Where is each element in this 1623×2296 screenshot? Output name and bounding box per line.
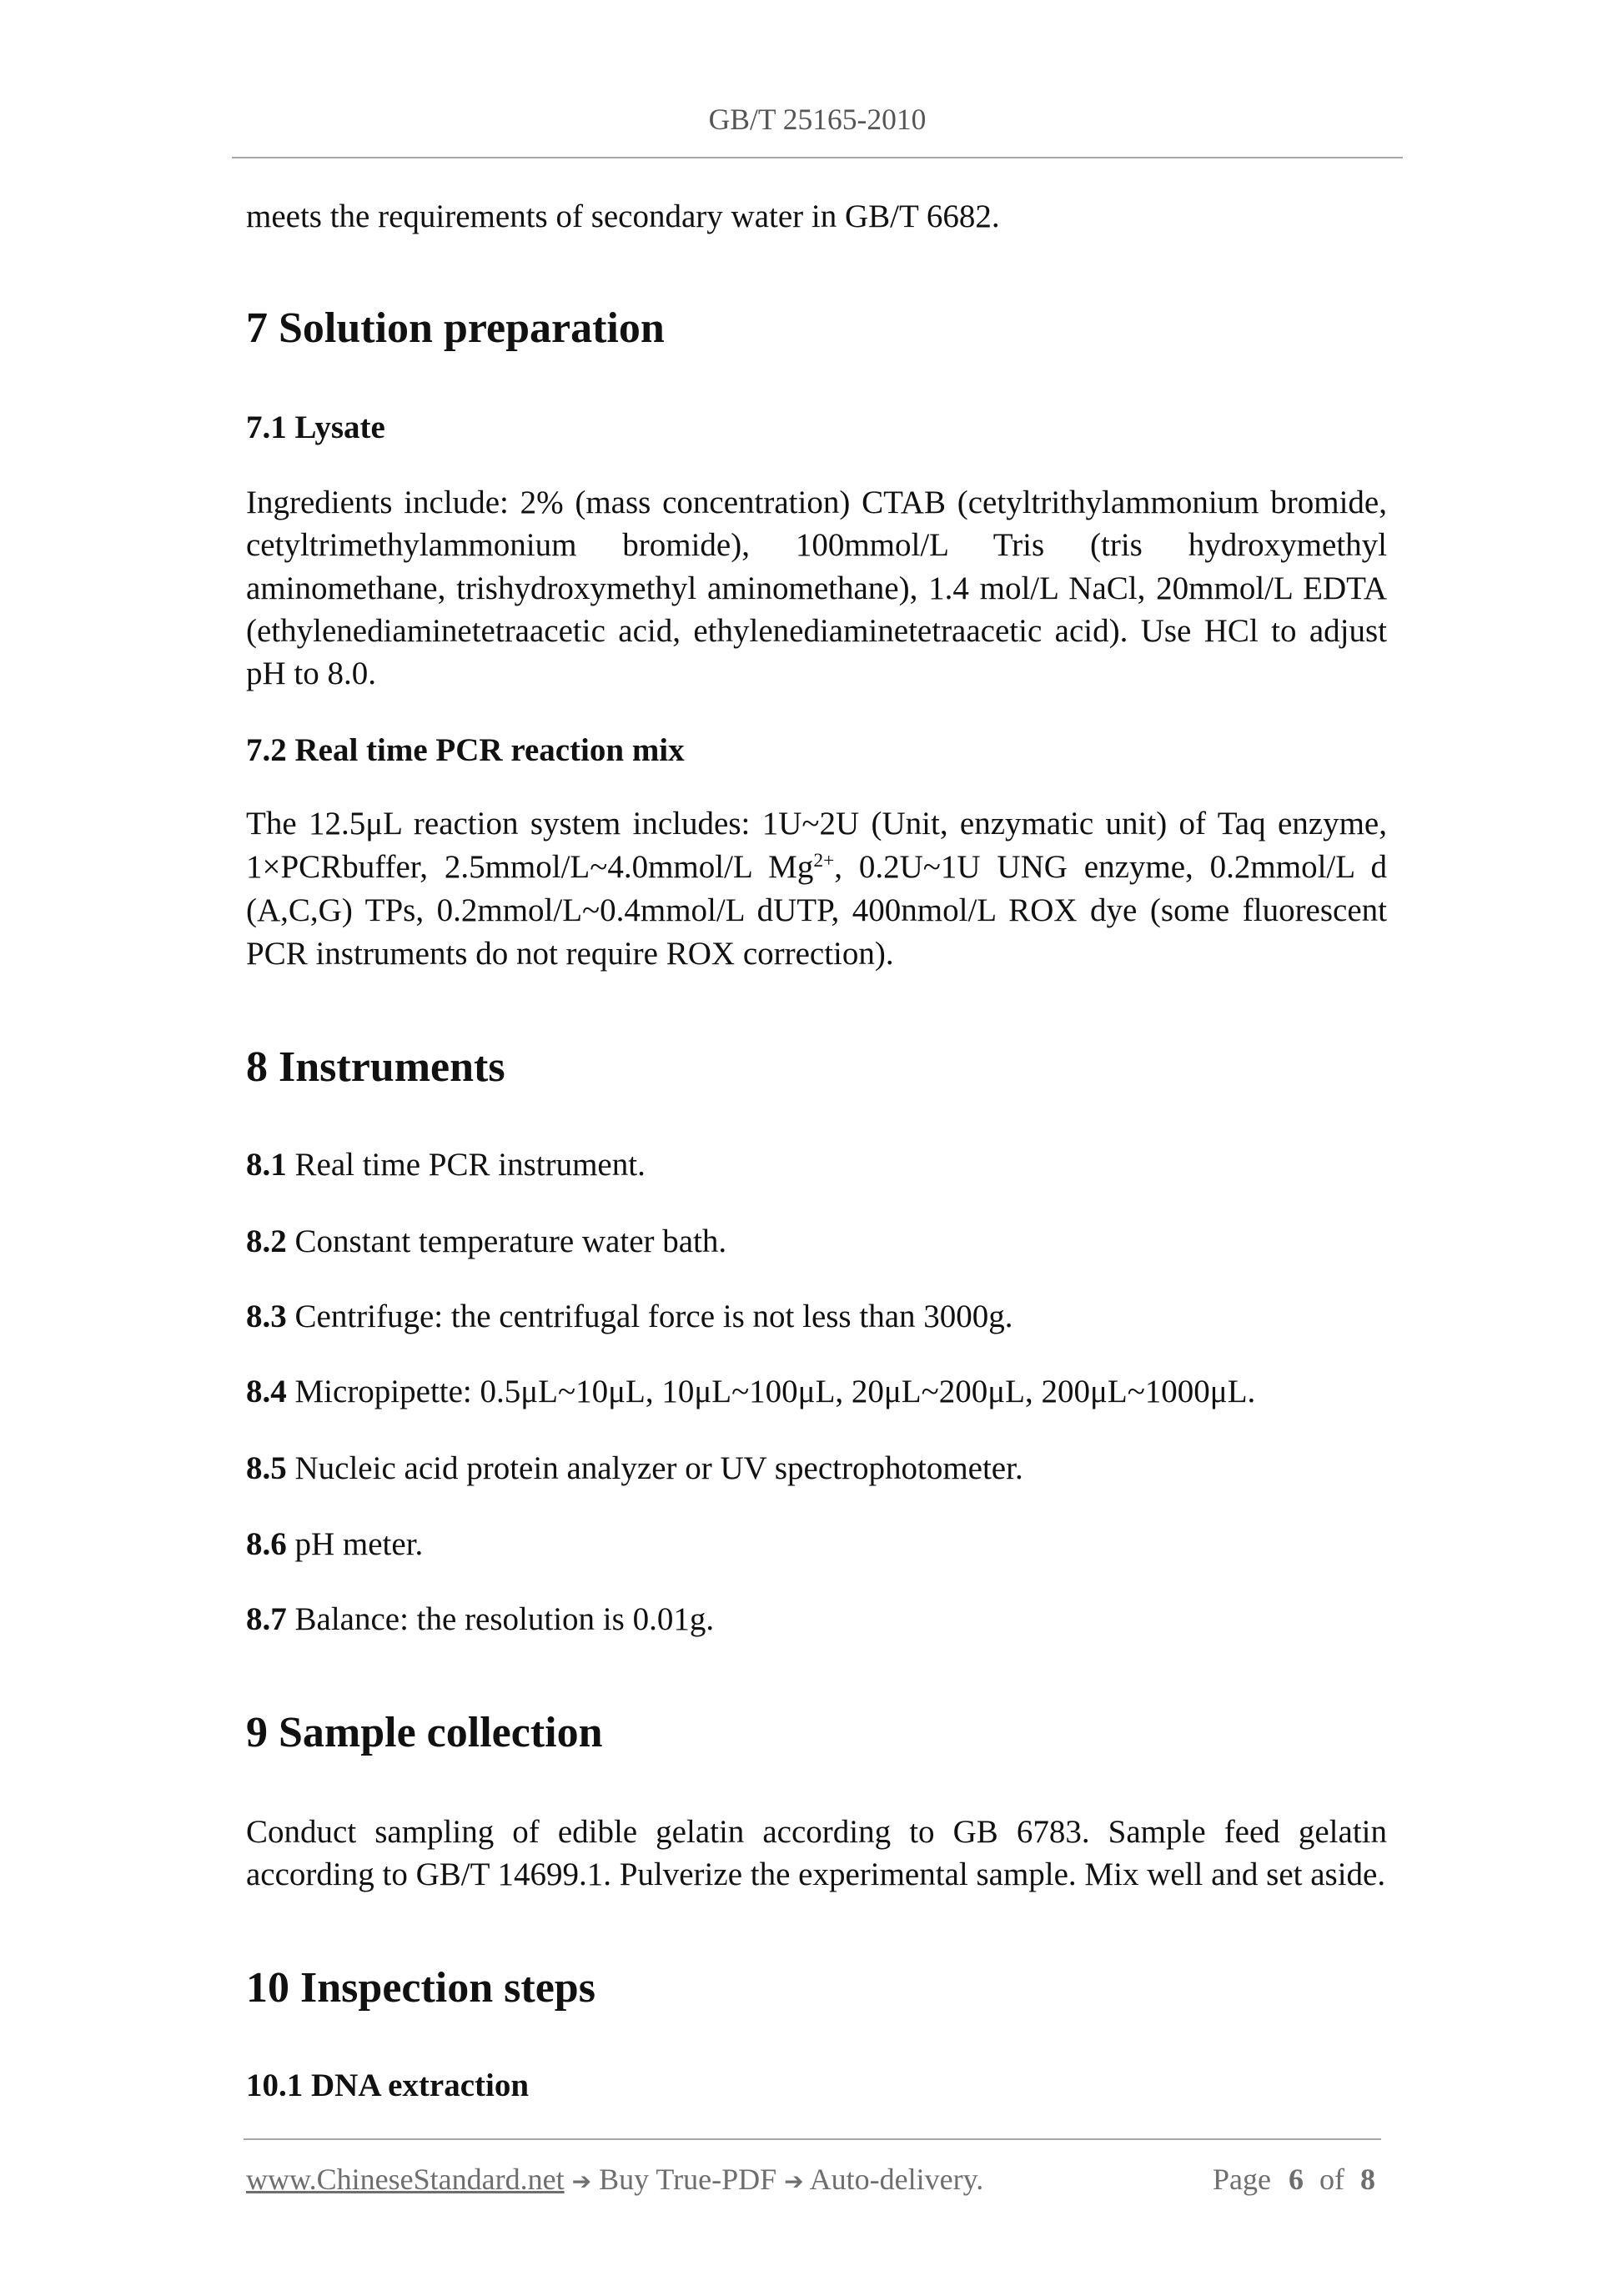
item-number: 8.5 (246, 1450, 287, 1486)
item-number: 8.2 (246, 1223, 287, 1259)
paragraph-line (246, 846, 1387, 889)
instrument-item (246, 1143, 1387, 1186)
item-number: 8.1 (246, 1147, 287, 1183)
paragraph-line: aminomethane, trishydroxymethyl aminomethane), 1.4 mol/L NaCl, 20mmol/L EDTA (246, 570, 1387, 606)
item-text: Real time PCR instrument. (294, 1147, 646, 1183)
paragraph-line: PCR instruments do not require ROX correction). (246, 935, 894, 972)
lysate-paragraph (246, 481, 1387, 695)
instrument-item (246, 1220, 1387, 1263)
line-text: , 0.2U~1U UNG enzyme, 0.2mmol/L d (834, 848, 1388, 885)
item-text: Constant temperature water bath. (294, 1223, 727, 1259)
item-text: Balance: the resolution is 0.01g. (294, 1601, 715, 1637)
subsection-heading-7-2: 7.2 Real time PCR reaction mix (246, 732, 685, 768)
site-link[interactable]: www.ChineseStandard.net (246, 2163, 565, 2196)
item-number: 8.6 (246, 1526, 287, 1562)
delivery-text: Auto-delivery. (809, 2163, 984, 2196)
line-text: 1×PCRbuffer, 2.5mmol/L~4.0mmol/L Mg (246, 848, 814, 885)
page-current: 6 (1289, 2163, 1304, 2196)
page-label: Page (1213, 2163, 1271, 2196)
section-heading-10: 10 Inspection steps (246, 1964, 595, 2012)
item-number: 8.7 (246, 1601, 287, 1637)
paragraph-line: Conduct sampling of edible gelatin according to GB 6783. Sample feed gelatin (246, 1814, 1387, 1850)
subsection-heading-10-1: 10.1 DNA extraction (246, 2067, 530, 2103)
instrument-item (246, 1598, 1387, 1640)
buy-text: Buy True-PDF (599, 2163, 777, 2196)
paragraph-line: cetyltrimethylammonium bromide), 100mmol/L Tris (tris hydroxymethyl (246, 527, 1387, 564)
footer-rule (244, 2138, 1381, 2140)
page-total: 8 (1360, 2163, 1375, 2196)
paragraph-line: (ethylenediaminetetraacetic acid, ethylenediaminetetraacetic acid). Use HCl to adjust (246, 612, 1387, 649)
instrument-item (246, 1370, 1387, 1413)
right-arrow-icon: ➔ (571, 2168, 592, 2195)
item-text: Micropipette: 0.5μL~10μL, 10μL~100μL, 20μL~200μL, 200μL~1000μL. (294, 1374, 1256, 1409)
paragraph-line: pH to 8.0. (246, 656, 376, 692)
instrument-item (246, 1447, 1387, 1490)
paragraph-line: Ingredients include: 2% (mass concentration) CTAB (cetyltrithylammonium bromide, (246, 485, 1387, 520)
item-number: 8.4 (246, 1374, 287, 1409)
item-text: Nucleic acid protein analyzer or UV spectrophotometer. (294, 1450, 1023, 1486)
item-number: 8.3 (246, 1299, 287, 1334)
continuation-text: meets the requirements of secondary water in GB/T 6682. (246, 198, 1000, 234)
page-footer (246, 2161, 1375, 2198)
header-rule (232, 157, 1403, 158)
instrument-item (246, 1295, 1387, 1338)
sample-collection-paragraph (246, 1811, 1387, 1897)
paragraph-line: according to GB/T 14699.1. Pulverize the experimental sample. Mix well and set aside. (246, 1856, 1386, 1893)
section-heading-9: 9 Sample collection (246, 1709, 603, 1756)
right-arrow-icon: ➔ (784, 2168, 804, 2195)
paragraph-line: The 12.5μL reaction system includes: 1U~2U (Unit, enzymatic unit) of Taq enzyme, (246, 806, 1387, 842)
section-heading-8: 8 Instruments (246, 1043, 505, 1091)
subsection-heading-7-1: 7.1 Lysate (246, 409, 385, 445)
instrument-item (246, 1523, 1387, 1565)
of-label: of (1319, 2163, 1344, 2196)
page-counter (1213, 2161, 1375, 2198)
superscript-charge: 2+ (813, 850, 835, 872)
item-text: pH meter. (294, 1526, 424, 1562)
section-heading-7: 7 Solution preparation (246, 304, 665, 352)
footer-promo (246, 2161, 983, 2198)
item-text: Centrifuge: the centrifugal force is not less than 3000g. (294, 1299, 1013, 1334)
running-header: GB/T 25165-2010 (708, 103, 927, 136)
pcr-mix-paragraph (246, 802, 1387, 976)
paragraph-line: (A,C,G) TPs, 0.2mmol/L~0.4mmol/L dUTP, 400nmol/L ROX dye (some fluorescent (246, 892, 1387, 928)
